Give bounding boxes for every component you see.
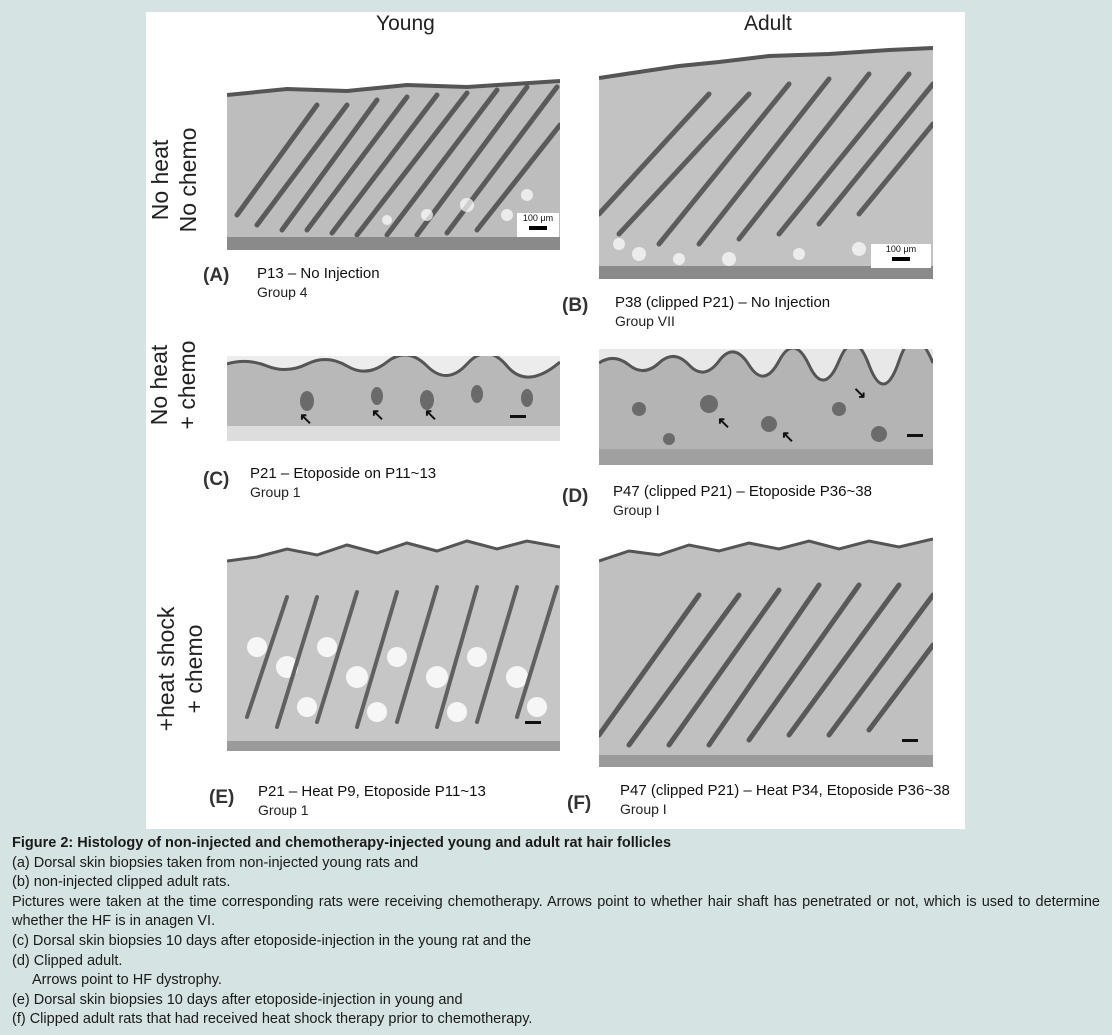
panel-caption-a: P13 – No Injection xyxy=(257,265,380,282)
row-label-no-heat-chemo xyxy=(145,335,201,435)
caption-line: (c) Dorsal skin biopsies 10 days after etoposide-injection in the young rat and the xyxy=(12,932,532,949)
histology-image-f xyxy=(599,535,933,767)
scale-bar xyxy=(907,434,923,437)
figure-panel xyxy=(146,12,965,829)
histology-image-a xyxy=(227,65,560,250)
row-label-line1: +heat shock xyxy=(153,606,179,732)
panel-group-b: Group VII xyxy=(615,313,675,329)
histology-image-c xyxy=(227,356,560,441)
row-label-line2: No chemo xyxy=(175,127,201,233)
panel-group-e: Group 1 xyxy=(258,802,309,818)
panel-letter-d: (D) xyxy=(562,486,589,507)
panel-letter-c: (C) xyxy=(203,469,230,490)
arrow-icon: ↖ xyxy=(717,415,731,432)
caption-line: (a) Dorsal skin biopsies taken from non-injected young rats and xyxy=(12,854,419,871)
panel-group-d: Group I xyxy=(613,502,660,518)
scale-bar xyxy=(902,739,918,742)
scale-bar xyxy=(871,244,931,268)
panel-caption-b: P38 (clipped P21) – No Injection xyxy=(615,294,831,311)
panel-caption-d: P47 (clipped P21) – Etoposide P36~38 xyxy=(613,483,872,500)
row-label-heat-shock-chemo xyxy=(152,604,208,734)
scale-label: 100 μm xyxy=(885,244,917,254)
row-label-line1: No heat xyxy=(147,139,173,221)
histology-image-d xyxy=(599,349,933,465)
scale-bar xyxy=(510,415,526,418)
panel-letter-e: (E) xyxy=(209,787,235,808)
panel-caption-e: P21 – Heat P9, Etoposide P11~13 xyxy=(258,783,486,800)
scale-bar xyxy=(525,721,541,724)
row-label-line2: + chemo xyxy=(174,340,200,430)
arrow-icon: ↖ xyxy=(371,407,385,424)
caption-line: Pictures were taken at the time corresponding rats were receiving chemotherapy. Arrows point to whether hair shaft has penetrated or not, which is used to determine whether the HF is in anagen VI. xyxy=(12,893,1100,930)
caption-line: (e) Dorsal skin biopsies 10 days after etoposide-injection in young and xyxy=(12,991,463,1008)
panel-letter-b: (B) xyxy=(562,295,589,316)
arrow-icon: ↖ xyxy=(299,411,313,428)
column-header-adult: Adult xyxy=(744,12,792,35)
panel-caption-f: P47 (clipped P21) – Heat P34, Etoposide P36~38 xyxy=(620,782,950,799)
arrow-icon: ↘ xyxy=(853,385,867,402)
column-header-young: Young xyxy=(376,12,435,35)
histology-image-e xyxy=(227,537,560,751)
scale-bar xyxy=(517,213,559,237)
panel-group-c: Group 1 xyxy=(250,484,301,500)
caption-line: (d) Clipped adult. xyxy=(12,952,123,969)
arrow-icon: ↖ xyxy=(424,407,438,424)
panel-caption-c: P21 – Etoposide on P11~13 xyxy=(250,465,437,482)
panel-group-a: Group 4 xyxy=(257,284,308,300)
caption-line: Arrows point to HF dystrophy. xyxy=(32,972,222,989)
panel-letter-a: (A) xyxy=(203,265,230,286)
row-label-line2: + chemo xyxy=(181,624,207,714)
histology-image-b xyxy=(599,44,933,279)
scale-label: 100 μm xyxy=(522,213,554,223)
panel-letter-f: (F) xyxy=(567,793,592,814)
row-label-no-heat-no-chemo xyxy=(146,120,202,240)
arrow-icon: ↖ xyxy=(781,429,795,446)
panel-group-f: Group I xyxy=(620,801,667,817)
caption-line: (b) non-injected clipped adult rats. xyxy=(12,874,231,891)
figure-caption xyxy=(12,834,1100,1030)
caption-line: (f) Clipped adult rats that had received heat shock therapy prior to chemotherapy. xyxy=(12,1011,533,1028)
row-label-line1: No heat xyxy=(146,344,172,426)
caption-title: Figure 2: Histology of non-injected and chemotherapy-injected young and adult rat hair follicles xyxy=(12,835,672,851)
